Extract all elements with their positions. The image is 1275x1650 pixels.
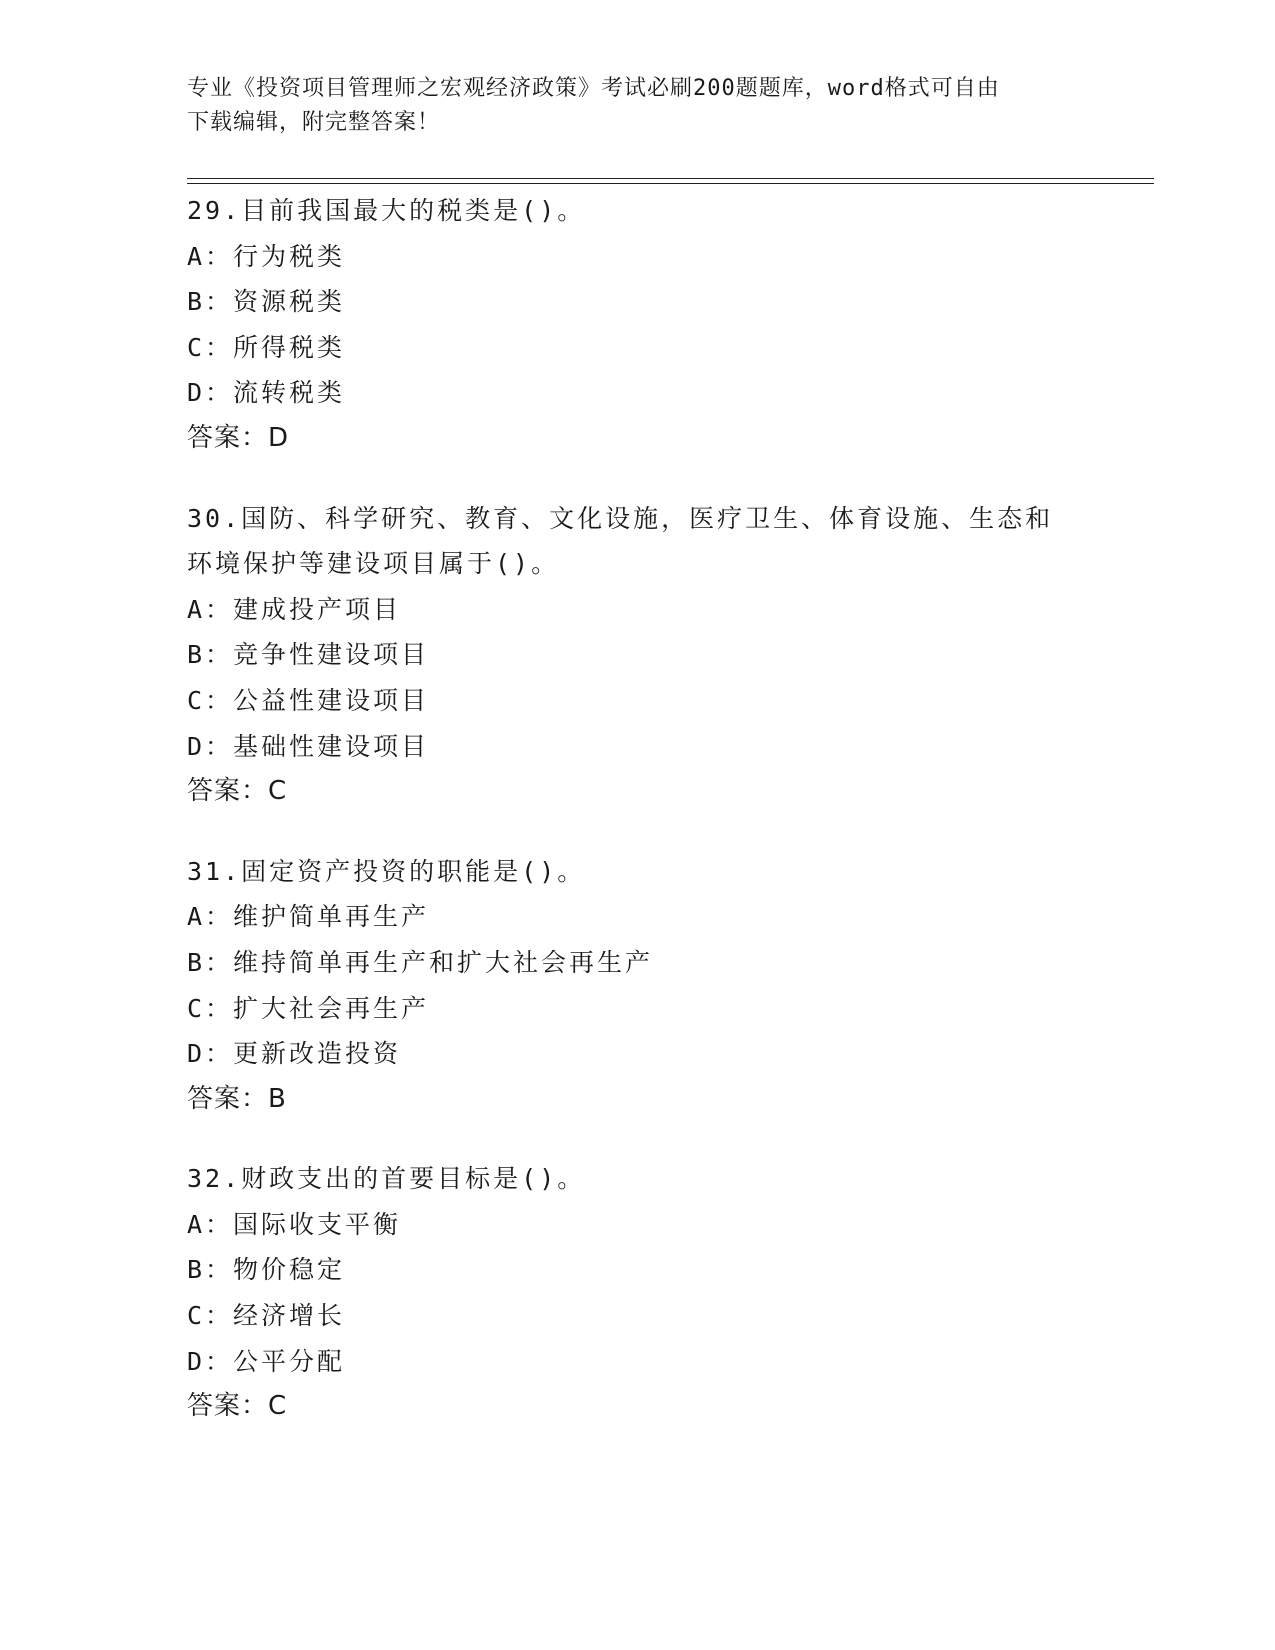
question-30 (187, 496, 1087, 815)
header-line-2: 下载编辑，附完整答案！ (187, 110, 441, 135)
option-b: B：资源税类 (187, 287, 346, 317)
option-d: D：基础性建设项目 (187, 731, 430, 761)
option-a: A：行为税类 (187, 241, 346, 271)
question-stem-line-2: 环境保护等建设项目属于()。 (187, 549, 560, 579)
option-d: D：流转税类 (187, 378, 346, 408)
document-header (187, 72, 1087, 140)
option-c: C：公益性建设项目 (187, 685, 430, 715)
option-b: B：维持简单再生产和扩大社会再生产 (187, 947, 654, 977)
answer-label: 答案：D (187, 422, 290, 453)
option-b: B：物价稳定 (187, 1255, 346, 1285)
option-a: A：建成投产项目 (187, 594, 402, 624)
question-stem: 31.固定资产投资的职能是()。 (187, 856, 586, 886)
question-29 (187, 188, 1087, 462)
option-c: C：经济增长 (187, 1301, 346, 1331)
option-c: C：所得税类 (187, 332, 346, 362)
option-d: D：更新改造投资 (187, 1039, 402, 1069)
header-line-1: 专业《投资项目管理师之宏观经济政策》考试必刷200题题库，word格式可自由 (187, 76, 1000, 101)
option-a: A：维护简单再生产 (187, 902, 430, 932)
option-b: B：竞争性建设项目 (187, 640, 430, 670)
option-a: A：国际收支平衡 (187, 1209, 402, 1239)
option-d: D：公平分配 (187, 1346, 346, 1376)
answer-label: 答案：B (187, 1083, 287, 1114)
question-list (187, 188, 1087, 1464)
question-stem: 29.目前我国最大的税类是()。 (187, 196, 586, 225)
question-31 (187, 849, 1087, 1123)
question-stem-line-1: 30.国防、科学研究、教育、文化设施，医疗卫生、体育设施、生态和 (187, 503, 1054, 533)
header-divider (187, 178, 1154, 184)
option-c: C：扩大社会再生产 (187, 993, 430, 1023)
question-32 (187, 1156, 1087, 1430)
answer-label: 答案：C (187, 1391, 288, 1422)
answer-label: 答案：C (187, 776, 288, 807)
question-stem: 32.财政支出的首要目标是()。 (187, 1164, 586, 1194)
